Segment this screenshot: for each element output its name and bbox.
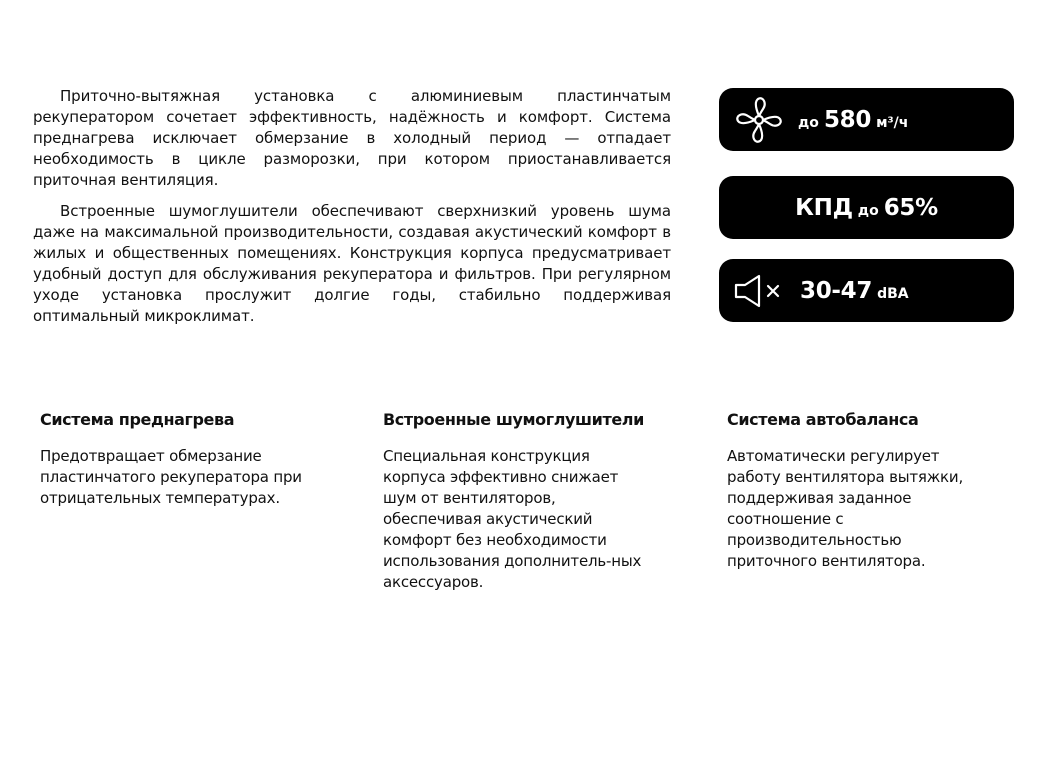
efficiency-value: 65% <box>883 194 938 221</box>
airflow-value: 580 <box>823 106 872 133</box>
efficiency-prefix: до <box>857 202 879 219</box>
airflow-prefix: до <box>798 114 819 131</box>
feature-title: Система автобаланса <box>727 410 919 429</box>
intro-text <box>33 86 671 337</box>
airflow-unit: м³/ч <box>876 114 909 131</box>
feature-silencers <box>383 410 653 593</box>
feature-text: Предотвращает обмерзание пластинчатого рекуператора при отрицательных температурах. <box>40 447 302 507</box>
intro-paragraph-2: Встроенные шумоглушители обеспечивают сверхнизкий уровень шума даже на максимальной производительности, создавая акустический комфорт в жилых и общественных помещениях. Конструкция корпуса предусматривает удобный доступ для обслуживания рекуператора и фильтров. При регулярном уходе установка прослужит долгие годы, стабильно поддерживая оптимальный микроклимат. <box>33 202 671 325</box>
feature-text: Автоматически регулирует работу вентилятора вытяжки, поддерживая заданное соотношение с производительностью приточного вентилятора. <box>727 447 964 570</box>
feature-autobalance <box>727 410 977 572</box>
feature-preheat <box>40 410 340 509</box>
feature-title: Встроенные шумоглушители <box>383 410 644 429</box>
fan-icon <box>734 95 784 145</box>
efficiency-badge <box>719 176 1014 239</box>
noise-unit: dBA <box>877 285 909 302</box>
feature-title: Система преднагрева <box>40 410 235 429</box>
feature-text: Специальная конструкция корпуса эффективно снижает шум от вентиляторов, обеспечивая акустический комфорт без необходимости использования дополнитель-ных аксессуаров. <box>383 447 642 591</box>
noise-value: 30-47 <box>800 277 873 304</box>
noise-badge <box>719 259 1014 322</box>
intro-paragraph-1: Приточно-вытяжная установка с алюминиевым пластинчатым рекуператором сочетает эффективность, надёжность и комфорт. Система преднагрева исключает обмерзание в холодный период — отпадает необходимость в цикле разморозки, при котором приостанавливается приточная вентиляция. <box>33 87 671 189</box>
efficiency-label: КПД <box>795 194 853 221</box>
airflow-badge <box>719 88 1014 151</box>
speaker-mute-icon <box>733 271 787 311</box>
